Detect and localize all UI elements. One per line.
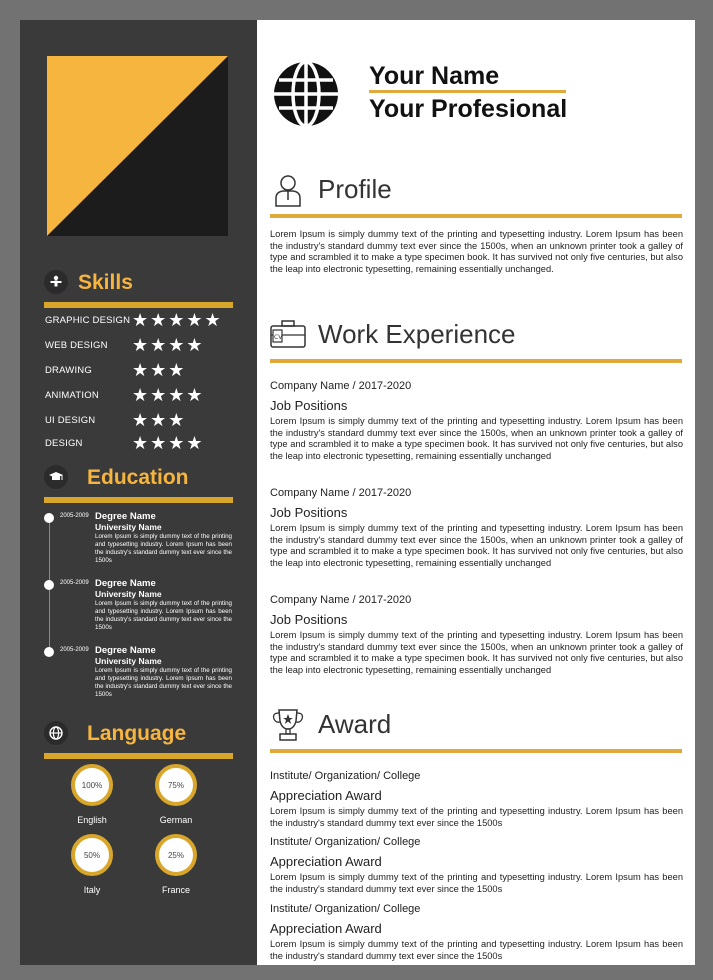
company-line: Company Name / 2017-2020 <box>270 594 412 606</box>
university-name: University Name <box>95 589 162 599</box>
education-item <box>44 647 234 707</box>
award-divider <box>270 749 682 753</box>
skills-icon <box>44 270 68 294</box>
company-line: Company Name / 2017-2020 <box>270 487 412 499</box>
resume-page <box>20 20 695 965</box>
job-description: Lorem Ipsum is simply dummy text of the printing and typesetting industry. Lorem Ipsum has been the industry's standard dummy text ever since the 1500s, when an unknown printer took a galley of type and scrambled it to make a type specimen book. It has survived not only five centuries, but also the leap into electronic typesetting, remaining essentially unchanged <box>270 630 683 675</box>
language-name: Italy <box>83 885 101 895</box>
work-divider <box>270 359 682 363</box>
language-name: German <box>159 815 193 825</box>
language-divider <box>44 753 233 759</box>
profile-divider <box>270 214 682 218</box>
work-header <box>270 317 682 365</box>
skill-row <box>45 361 235 381</box>
profile-header <box>270 172 682 220</box>
name-underline <box>369 90 566 93</box>
education-description: Lorem Ipsum is simply dummy text of the printing and typesetting industry. Lorem Ipsum has been the industry's standard dummy text ever since the 1500s <box>95 533 232 564</box>
language-name: France <box>161 885 190 895</box>
university-name: University Name <box>95 522 162 532</box>
award-title: Award <box>318 709 392 739</box>
skill-row <box>45 411 235 431</box>
education-header <box>44 465 233 505</box>
company-line: Company Name / 2017-2020 <box>270 380 412 392</box>
education-item <box>44 580 234 640</box>
language-header <box>44 721 233 761</box>
job-position: Job Positions <box>270 398 348 413</box>
skills-header <box>44 270 233 310</box>
skill-rating: ★★★★★ <box>132 310 223 331</box>
job-description: Lorem Ipsum is simply dummy text of the printing and typesetting industry. Lorem Ipsum has been the industry's standard dummy text ever since the 1500s, when an unknown printer took a galley of type and scrambled it to make a type specimen book. It has survived not only five centuries, but also the leap into electronic typesetting, remaining essentially unchanged <box>270 523 683 568</box>
skill-rating: ★★★★ <box>132 385 205 406</box>
timeline-dot <box>44 580 54 590</box>
skills-title: Skills <box>78 271 133 294</box>
education-divider <box>44 497 233 503</box>
job-position: Job Positions <box>270 612 348 627</box>
skill-rating: ★★★★ <box>132 335 205 356</box>
language-item <box>57 834 127 895</box>
language-name: English <box>77 815 107 825</box>
language-gauge: 50% <box>71 834 113 876</box>
education-years: 2005-2009 <box>60 647 89 653</box>
skill-name: WEB DESIGN <box>45 340 108 351</box>
skill-name: UI DESIGN <box>45 415 96 426</box>
job-description: Lorem Ipsum is simply dummy text of the printing and typesetting industry. Lorem Ipsum has been the industry's standard dummy text ever since the 1500s, when an unknown printer took a galley of type and scrambled it to make a type specimen book. It has survived not only five centuries, but also the leap into electronic typesetting, remaining essentially unchanged <box>270 416 683 461</box>
svg-text:CV: CV <box>274 334 283 341</box>
skills-divider <box>44 302 233 308</box>
degree-name: Degree Name <box>95 578 156 589</box>
education-years: 2005-2009 <box>60 513 89 519</box>
language-gauge: 75% <box>155 764 197 806</box>
language-gauge: 25% <box>155 834 197 876</box>
language-title: Language <box>87 722 187 745</box>
education-years: 2005-2009 <box>60 580 89 586</box>
timeline-dot <box>44 513 54 523</box>
profession-heading: Your Profesional <box>369 95 568 123</box>
job-position: Job Positions <box>270 505 348 520</box>
skill-name: GRAPHIC DESIGN <box>45 315 131 326</box>
degree-name: Degree Name <box>95 645 156 656</box>
award-institute: Institute/ Organization/ College <box>270 770 421 782</box>
briefcase-cv-icon <box>270 317 306 353</box>
name-heading: Your Name <box>369 62 500 90</box>
award-name: Appreciation Award <box>270 854 382 869</box>
skill-row <box>45 434 235 454</box>
skill-name: ANIMATION <box>45 390 99 401</box>
skill-name: DRAWING <box>45 365 92 376</box>
education-title: Education <box>87 466 189 489</box>
award-name: Appreciation Award <box>270 921 382 936</box>
skill-row <box>45 386 235 406</box>
language-item <box>57 764 127 825</box>
person-icon <box>270 172 306 208</box>
award-institute: Institute/ Organization/ College <box>270 836 421 848</box>
globe-small-icon <box>44 721 68 745</box>
award-header <box>270 707 682 755</box>
award-name: Appreciation Award <box>270 788 382 803</box>
work-title: Work Experience <box>318 319 516 349</box>
skill-rating: ★★★ <box>132 360 187 381</box>
language-item <box>141 764 211 825</box>
language-gauge: 100% <box>71 764 113 806</box>
degree-name: Degree Name <box>95 511 156 522</box>
profile-text: Lorem Ipsum is simply dummy text of the printing and typesetting industry. Lorem Ipsum has been the industry's standard dummy text ever since the 1500s, when an unknown printer took a galley of type and scrambled it to make a type specimen book. It has survived not only five centuries, but also the leap into electronic typesetting, remaining essentially unchanged. <box>270 229 683 274</box>
graduation-cap-icon <box>44 465 68 489</box>
skill-rating: ★★★ <box>132 410 187 431</box>
education-description: Lorem Ipsum is simply dummy text of the printing and typesetting industry. Lorem Ipsum has been the industry's standard dummy text ever since the 1500s <box>95 667 232 698</box>
photo-placeholder <box>47 56 228 236</box>
award-description: Lorem Ipsum is simply dummy text of the printing and typesetting industry. Lorem Ipsum has been the industry's standard dummy text ever since the 1500s <box>270 872 683 894</box>
skill-name: DESIGN <box>45 438 83 449</box>
trophy-icon <box>270 707 306 743</box>
globe-icon <box>272 60 340 128</box>
language-item <box>141 834 211 895</box>
award-description: Lorem Ipsum is simply dummy text of the printing and typesetting industry. Lorem Ipsum has been the industry's standard dummy text ever since the 1500s <box>270 806 683 828</box>
timeline-dot <box>44 647 54 657</box>
education-item <box>44 513 234 573</box>
university-name: University Name <box>95 656 162 666</box>
skill-row <box>45 336 235 356</box>
skill-rating: ★★★★ <box>132 433 205 454</box>
education-description: Lorem Ipsum is simply dummy text of the printing and typesetting industry. Lorem Ipsum has been the industry's standard dummy text ever since the 1500s <box>95 600 232 631</box>
skill-row <box>45 311 235 331</box>
award-institute: Institute/ Organization/ College <box>270 903 421 915</box>
sidebar <box>20 20 257 965</box>
award-description: Lorem Ipsum is simply dummy text of the printing and typesetting industry. Lorem Ipsum has been the industry's standard dummy text ever since the 1500s <box>270 939 683 961</box>
profile-title: Profile <box>318 174 392 204</box>
